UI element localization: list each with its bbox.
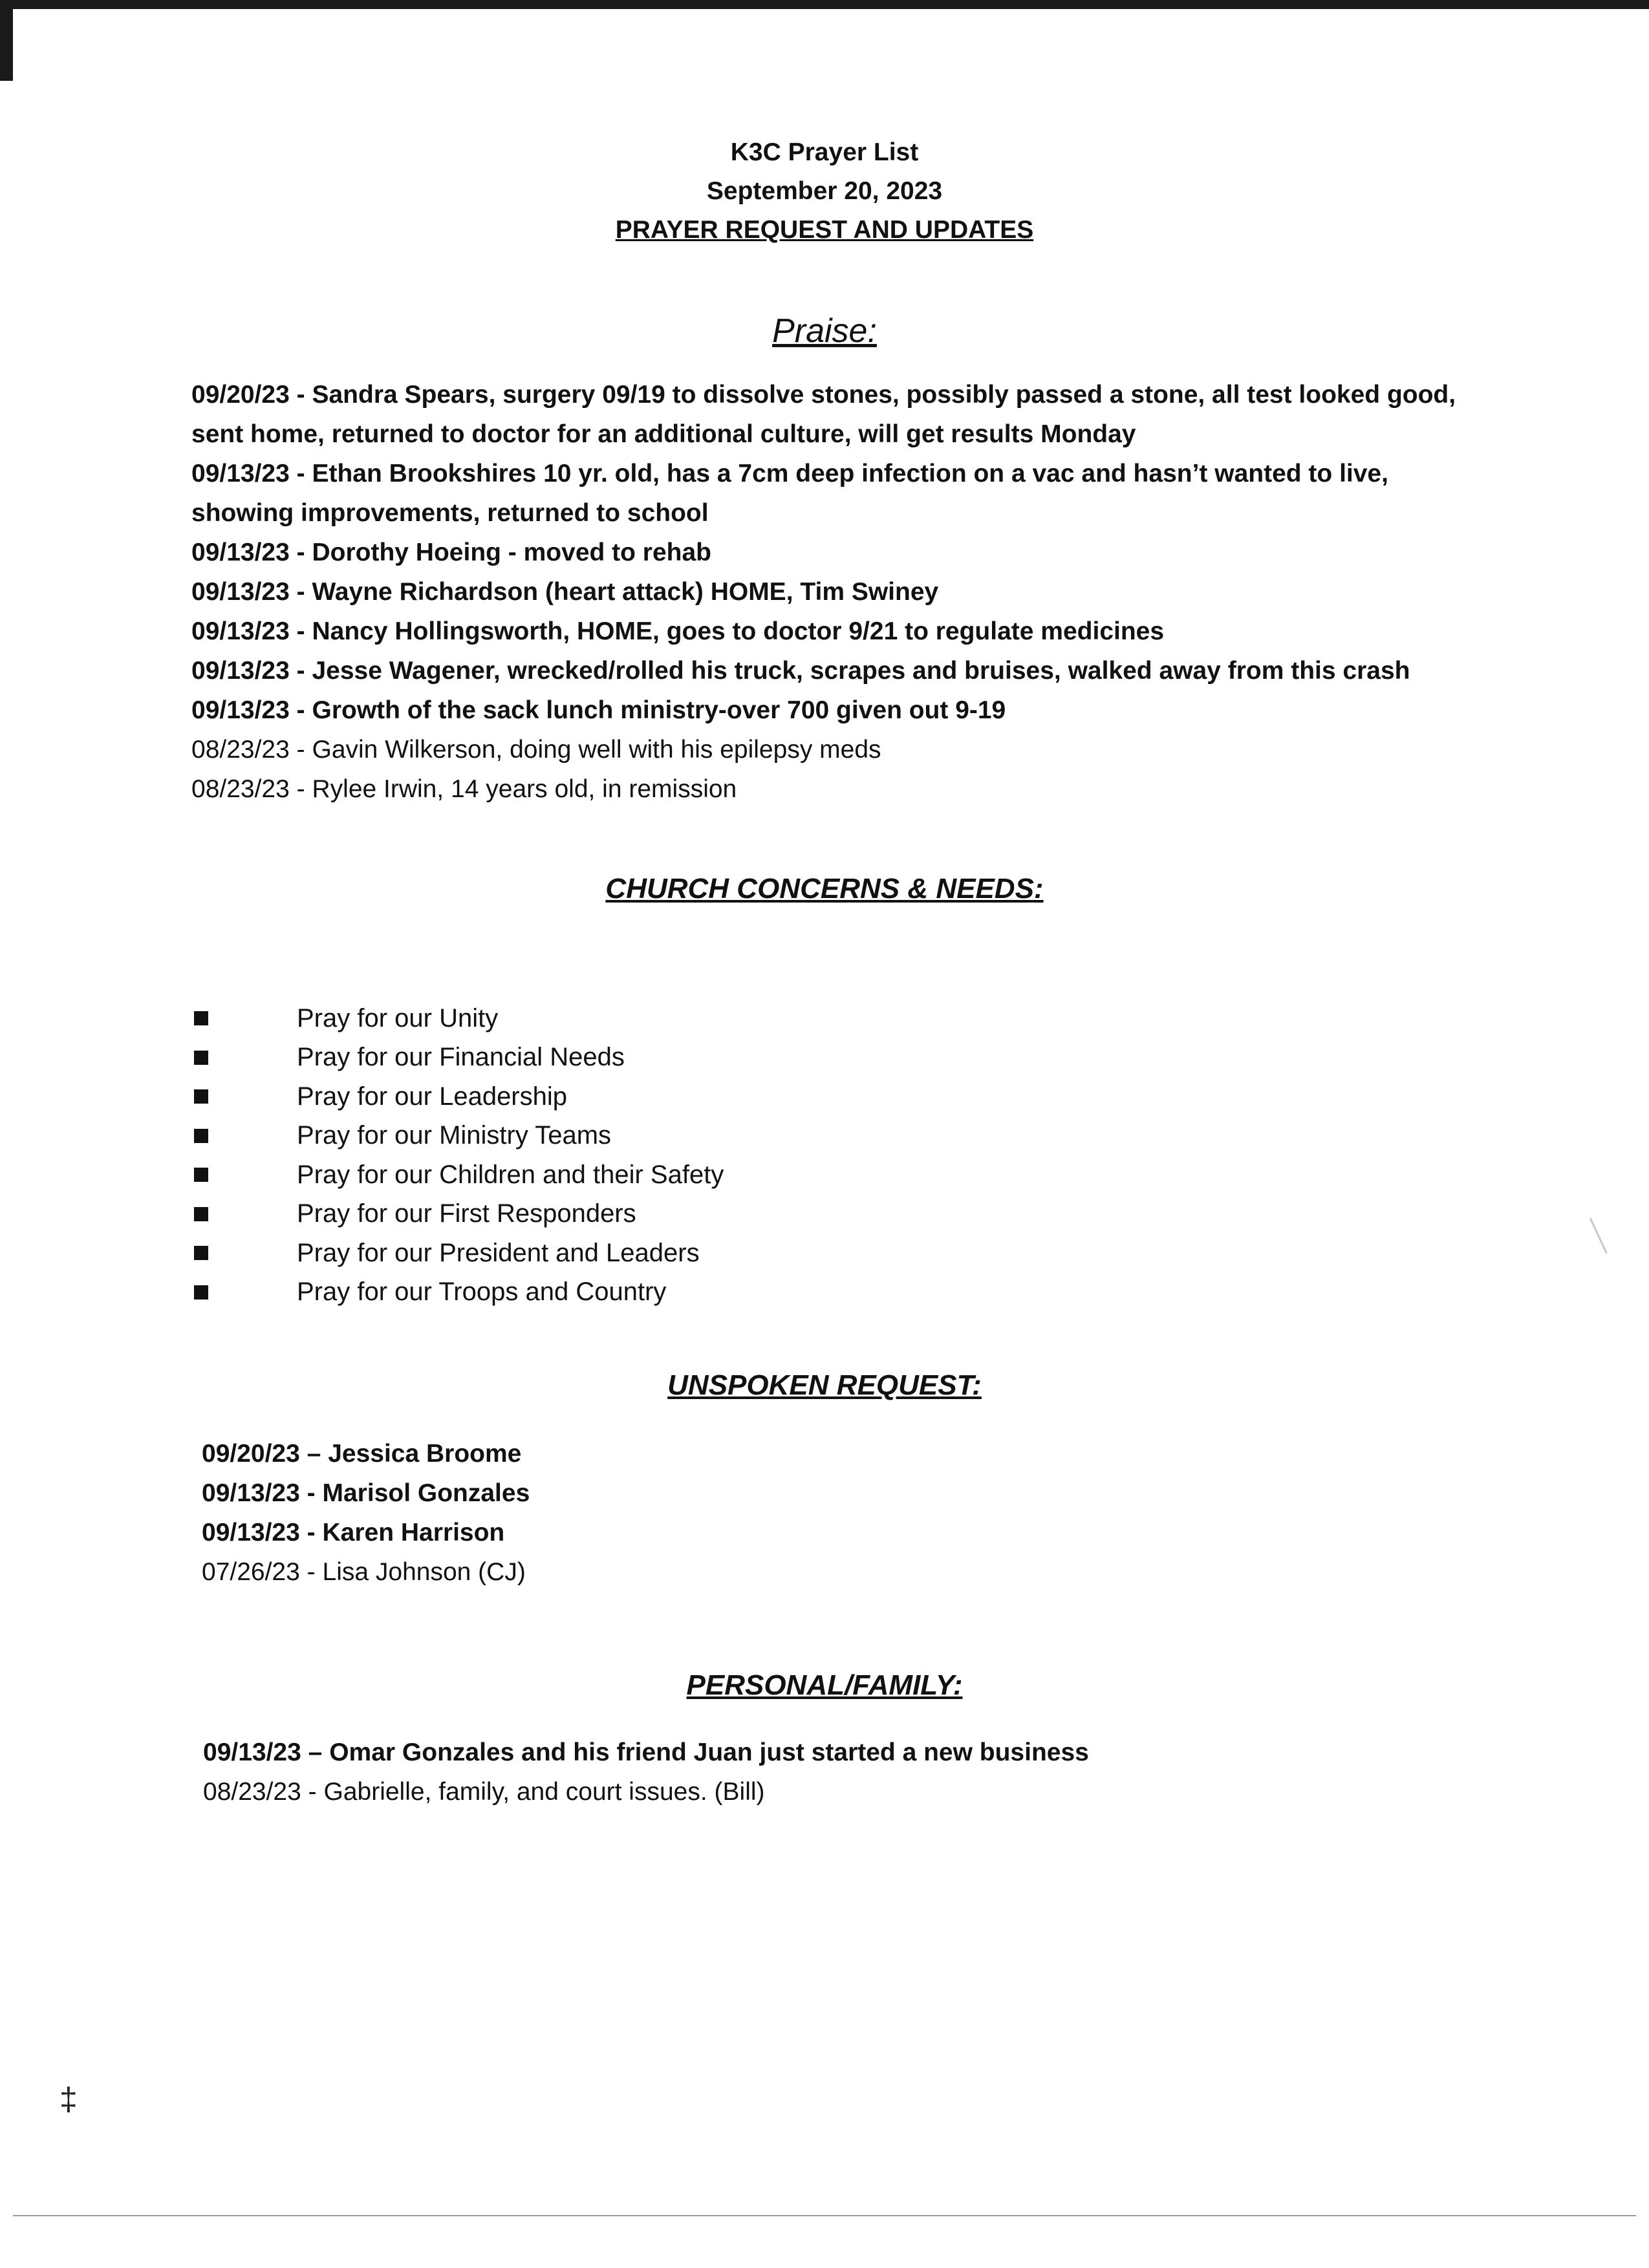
entry-separator: - [308,1778,317,1806]
entry-text: Marisol Gonzales [322,1479,530,1507]
praise-entry: 08/23/23 - Rylee Irwin, 14 years old, in remission [191,775,737,803]
need-text: Pray for our Ministry Teams [297,1121,612,1150]
entry-separator: - [307,1519,316,1546]
unspoken-entry [202,1434,1495,1473]
need-item [194,1273,724,1312]
entry-text: Sandra Spears, surgery 09/19 to dissolve stones, possibly passed a stone, all test looked good, sent home, returned to doctor for an additional culture, will get results Monday [191,381,1456,448]
square-bullet-icon [194,1168,208,1182]
praise-entry: 09/13/23 - Ethan Brookshires 10 yr. old, has a 7cm deep infection on a vac and hasn’t wanted to live, showing improvements, returned to school [191,460,1388,527]
entry-date: 09/20/23 [191,381,290,409]
praise-entry: 09/20/23 - Sandra Spears, surgery 09/19 to dissolve stones, possibly passed a stone, all test looked good, sent home, returned to doctor for an additional culture, will get results Monday [191,381,1456,448]
document-header [0,133,1649,250]
entry-date: 07/26/23 [202,1558,300,1586]
square-bullet-icon [194,1051,208,1065]
entry-date: 09/13/23 [191,617,290,645]
personal-family-heading: PERSONAL/FAMILY: [686,1669,963,1701]
entry-date: 09/13/23 [202,1479,300,1507]
praise-entry: 09/13/23 - Wayne Richardson (heart attack) HOME, Tim Swiney [191,578,939,606]
unspoken-list [202,1434,1495,1592]
entry-text: Omar Gonzales and his friend Juan just started a new business [329,1738,1089,1766]
entry-date: 09/13/23 [191,696,290,724]
entry-text: Gabrielle, family, and court issues. (Bill) [323,1778,765,1806]
need-item [194,1155,724,1195]
entry-text: Rylee Irwin, 14 years old, in remission [312,775,737,803]
praise-heading: Praise: [772,312,877,350]
church-needs-heading: CHURCH CONCERNS & NEEDS: [605,873,1044,904]
need-item [194,999,724,1038]
praise-entry: 09/13/23 - Jesse Wagener, wrecked/rolled his truck, scrapes and bruises, walked away from this crash [191,657,1410,685]
entry-text: Jessica Broome [328,1440,522,1468]
unspoken-entry [202,1473,1495,1513]
scan-bottom-line [13,2215,1636,2216]
need-text: Pray for our President and Leaders [297,1238,700,1267]
family-entry [203,1772,1496,1812]
entry-text: Ethan Brookshires 10 yr. old, has a 7cm deep infection on a vac and hasn’t wanted to live, showing improvements, returned to school [191,460,1388,527]
entry-date: 09/13/23 [191,657,290,685]
document-date: September 20, 2023 [706,177,943,205]
entry-separator: – [308,1738,323,1766]
entry-date: 09/13/23 [191,539,290,566]
praise-entry: 09/13/23 - Growth of the sack lunch ministry-over 700 given out 9-19 [191,696,1006,724]
scan-left-edge [0,0,13,81]
entry-text: Karen Harrison [322,1519,505,1546]
entry-separator: - [307,1558,316,1586]
need-text: Pray for our Leadership [297,1082,568,1111]
need-text: Pray for our Troops and Country [297,1278,667,1307]
entry-text: Gavin Wilkerson, doing well with his epilepsy meds [312,736,881,764]
square-bullet-icon [194,1285,208,1300]
praise-entry: 09/13/23 - Nancy Hollingsworth, HOME, goes to doctor 9/21 to regulate medicines [191,617,1165,645]
entry-separator: – [307,1440,321,1468]
square-bullet-icon [194,1089,208,1104]
entry-date: 09/20/23 [202,1440,300,1468]
need-item [194,1038,724,1078]
entry-date: 08/23/23 [191,736,290,764]
entry-text: Growth of the sack lunch ministry-over 700 given out 9-19 [312,696,1006,724]
entry-date: 09/13/23 [191,578,290,606]
entry-date: 09/13/23 [202,1519,300,1546]
entry-date: 09/13/23 [203,1738,301,1766]
need-text: Pray for our Unity [297,1003,499,1032]
entry-text: Jesse Wagener, wrecked/rolled his truck, scrapes and bruises, walked away from this crash [312,657,1410,685]
entry-date: 09/13/23 [191,460,290,487]
entry-separator: - [307,1479,316,1507]
family-entry [203,1733,1496,1772]
personal-family-list [203,1733,1496,1812]
entry-text: Wayne Richardson (heart attack) HOME, Tim Swiney [312,578,939,606]
entry-date: 08/23/23 [191,775,290,803]
praise-list [191,375,1485,809]
corner-mark: ‡ [59,2081,78,2117]
praise-entry: 08/23/23 - Gavin Wilkerson, doing well with his epilepsy meds [191,736,881,764]
square-bullet-icon [194,1246,208,1260]
need-item [194,1117,724,1156]
unspoken-entry [202,1552,1495,1592]
edge-mark [1590,1216,1611,1254]
unspoken-heading: UNSPOKEN REQUEST: [667,1369,982,1401]
entry-date: 08/23/23 [203,1778,301,1806]
need-text: Pray for our First Responders [297,1199,636,1228]
need-text: Pray for our Children and their Safety [297,1160,724,1189]
entry-text: Nancy Hollingsworth, HOME, goes to doctor 9/21 to regulate medicines [312,617,1165,645]
praise-entry: 09/13/23 - Dorothy Hoeing - moved to rehab [191,539,712,566]
need-item [194,1077,724,1117]
unspoken-entry [202,1513,1495,1552]
entry-text: Lisa Johnson (CJ) [322,1558,526,1586]
document-subtitle: PRAYER REQUEST AND UPDATES [615,216,1034,244]
need-item [194,1234,724,1273]
square-bullet-icon [194,1011,208,1025]
square-bullet-icon [194,1129,208,1143]
document-title: K3C Prayer List [730,138,919,166]
scan-top-edge [0,0,1649,9]
church-needs-list [194,999,724,1312]
need-item [194,1195,724,1234]
need-text: Pray for our Financial Needs [297,1043,625,1072]
square-bullet-icon [194,1207,208,1221]
entry-text: Dorothy Hoeing - moved to rehab [312,539,712,566]
